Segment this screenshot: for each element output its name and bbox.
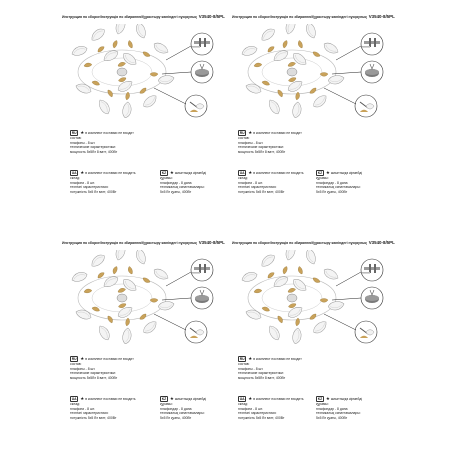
panel-title: Инструкция по сборке/Інструкція по збиранню/Құрастыру жөніндегі нұсқаулық V3540-8/5PL <box>62 240 225 245</box>
star-icon: ★ <box>325 170 330 175</box>
chandelier-illustration <box>232 250 412 360</box>
star-icon: ★ <box>248 130 253 135</box>
model-number: V3540-8/5PL <box>198 240 225 245</box>
instruction-panel-3 <box>62 240 242 445</box>
instruction-panel-1 <box>62 14 242 219</box>
chandelier-illustration <box>232 24 412 134</box>
star-icon: ★ <box>80 396 85 401</box>
panel-title: Инструкция по сборке/Інструкція по збиранню/Құрастыру жөніндегі нұсқаулық V3540-8/5PL <box>62 14 225 19</box>
instruction-panel-4 <box>232 240 412 445</box>
legend-ru: RU ★в комплект поставки не входит состав: плафоны - 8 шт. технические характеристики: мощность 5х5Вт 8 ватт, 400Вт <box>238 356 302 380</box>
legend-ua: UA ★в комплект поставки не входить склад: плафони - 8 шт. технічні характеристики: потужність 5х5 Вт ватт, 400Вт <box>70 396 136 420</box>
star-icon: ★ <box>80 170 85 175</box>
panel-title: Инструкция по сборке/Інструкція по збиранню/Құрастыру жөніндегі нұсқаулық V3540-8/5PL <box>232 240 395 245</box>
star-icon: ★ <box>80 356 85 361</box>
model-number: V3540-8/5PL <box>368 14 395 19</box>
star-icon: ★ <box>248 396 253 401</box>
legend-ua: UA ★в комплект поставки не входить склад: плафони - 8 шт. технічні характеристики: потужність 5х5 Вт ватт, 400Вт <box>238 170 304 194</box>
legend-ru: RU ★в комплект поставки не входит состав: плафоны - 8 шт. технические характеристики: мощность 5х5Вт 8 ватт, 400Вт <box>70 356 134 380</box>
legend-kz: KZ ★жиынтыққа кірмейді құрамы: плафондар - 8 дана техникалық сипаттамалары: 5х5 Вт қуаты, 400Вт <box>316 396 363 420</box>
legend-kz: KZ ★жиынтыққа кірмейді құрамы: плафондар - 8 дана техникалық сипаттамалары: 5х5 Вт қуаты, 400Вт <box>160 170 207 194</box>
legend-kz: KZ ★жиынтыққа кірмейді құрамы: плафондар - 8 дана техникалық сипаттамалары: 5х5 Вт қуаты, 400Вт <box>316 170 363 194</box>
legend-ua: UA ★в комплект поставки не входить склад: плафони - 8 шт. технічні характеристики: потужність 5х5 Вт ватт, 400Вт <box>70 170 136 194</box>
instruction-panel-2 <box>232 14 412 219</box>
legend-ua: UA ★в комплект поставки не входить склад: плафони - 8 шт. технічні характеристики: потужність 5х5 Вт ватт, 400Вт <box>238 396 304 420</box>
star-icon: ★ <box>169 170 174 175</box>
star-icon: ★ <box>248 170 253 175</box>
legend-ru: RU ★в комплект поставки не входит состав: плафоны - 8 шт. технические характеристики: мощность 5х5Вт 8 ватт, 400Вт <box>70 130 134 154</box>
model-number: V3540-8/5PL <box>368 240 395 245</box>
star-icon: ★ <box>169 396 174 401</box>
panel-title: Инструкция по сборке/Інструкція по збиранню/Құрастыру жөніндегі нұсқаулық V3540-8/5PL <box>232 14 395 19</box>
legend-ru: RU ★в комплект поставки не входит состав: плафоны - 8 шт. технические характеристики: мощность 5х5Вт 8 ватт, 400Вт <box>238 130 302 154</box>
chandelier-illustration <box>62 250 242 360</box>
chandelier-illustration <box>62 24 242 134</box>
star-icon: ★ <box>248 356 253 361</box>
model-number: V3540-8/5PL <box>198 14 225 19</box>
star-icon: ★ <box>80 130 85 135</box>
legend-kz: KZ ★жиынтыққа кірмейді құрамы: плафондар - 8 дана техникалық сипаттамалары: 5х5 Вт қуаты, 400Вт <box>160 396 207 420</box>
star-icon: ★ <box>325 396 330 401</box>
